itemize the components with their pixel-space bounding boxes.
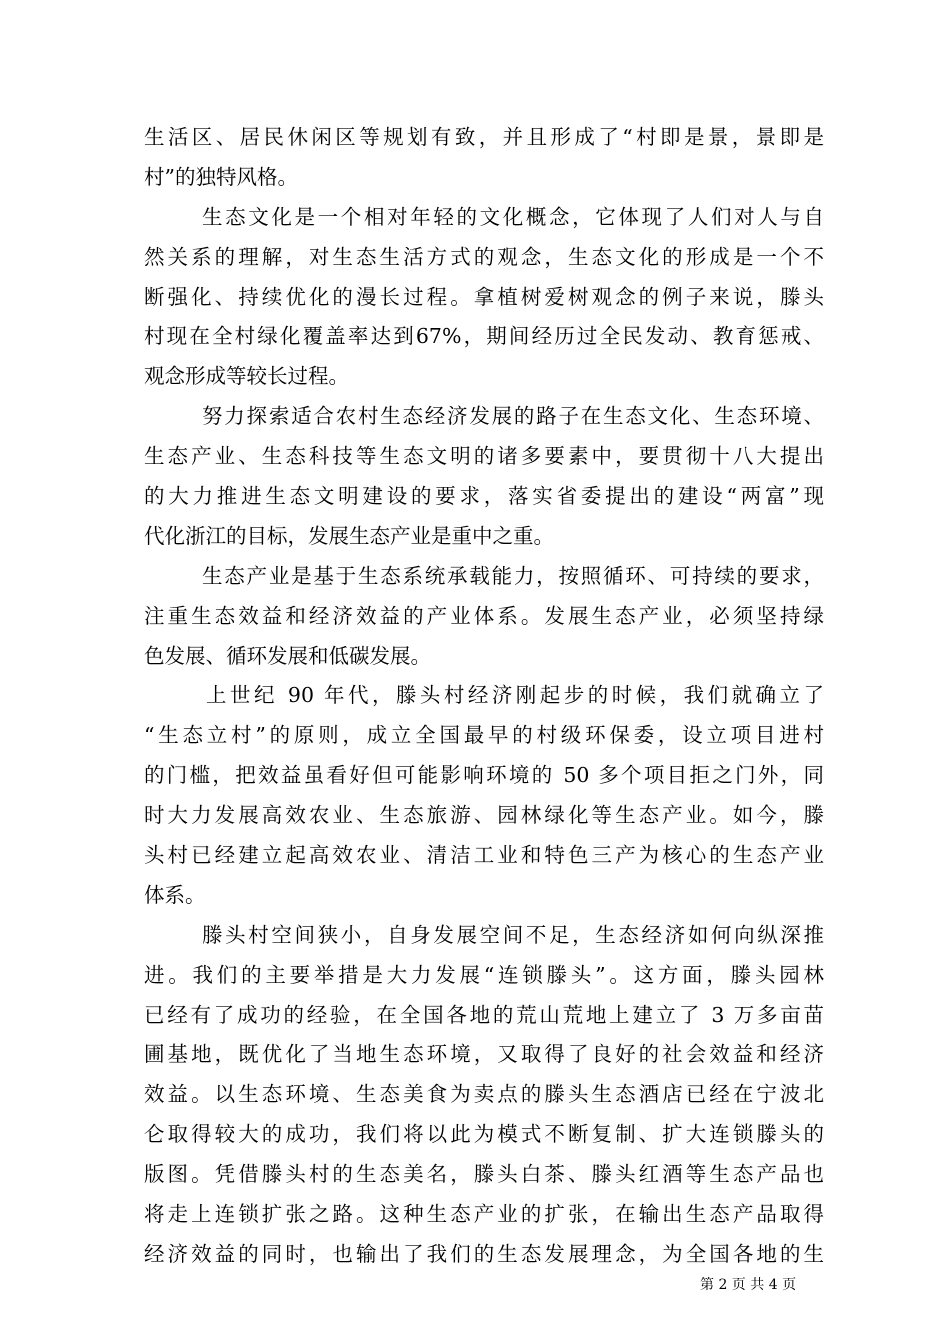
text-line: 生态产业、生态科技等生态文明的诸多要素中，要贯彻十八大提出 [144,444,824,469]
text-line: 的大力推进生态文明建设的要求，落实省委提出的建设“两富”现 [144,484,824,509]
paragraph [144,676,824,915]
text-line: 进。我们的主要举措是大力发展“连锁滕头”。这方面，滕头园林 [144,962,824,987]
document-body [144,118,824,1275]
text-line: 的门槛，把效益虽看好但可能影响环境的 50 多个项目拒之门外，同 [144,763,824,788]
text-line: 断强化、持续优化的漫长过程。拿植树爱树观念的例子来说，滕头 [144,284,824,309]
text-line: 滕头村空间狭小，自身发展空间不足，生态经济如何向纵深推 [202,922,824,947]
text-line: 代化浙江的目标，发展生态产业是重中之重。 [144,523,554,548]
text-line: 生活区、居民休闲区等规划有致，并且形成了“村即是景，景即是 [144,125,824,149]
text-line: 村现在全村绿化覆盖率达到67%，期间经历过全民发动、教育惩戒、 [144,324,824,349]
text-line: 圃基地，既优化了当地生态环境，又取得了良好的社会效益和经济 [144,1042,824,1067]
text-line: 头村已经建立起高效农业、清洁工业和特色三产为核心的生态产业 [144,843,824,868]
text-line: 仑取得较大的成功，我们将以此为模式不断复制、扩大连锁滕头的 [144,1122,824,1147]
paragraph [144,557,824,677]
text-line: 观念形成等较长过程。 [144,364,349,389]
text-line: 体系。 [144,882,206,907]
text-line: 生态产业是基于生态系统承载能力，按照循环、可持续的要求， [202,563,824,588]
text-line: 生态文化是一个相对年轻的文化概念，它体现了人们对人与自 [202,204,824,229]
text-line: 上世纪 90 年代，滕头村经济刚起步的时候，我们就确立了 [206,683,824,708]
paragraph [144,916,824,1275]
text-line: 时大力发展高效农业、生态旅游、园林绿化等生态产业。如今，滕 [144,803,824,828]
page-number-footer: 第 2 页 共 4 页 [700,1277,797,1293]
text-line: 经济效益的同时，也输出了我们的生态发展理念，为全国各地的生 [144,1241,824,1266]
text-line: 将走上连锁扩张之路。这种生态产业的扩张，在输出生态产品取得 [144,1202,824,1227]
text-line: “生态立村”的原则，成立全国最早的村级环保委，设立项目进村 [144,723,824,748]
text-line: 效益。以生态环境、生态美食为卖点的滕头生态酒店已经在宁波北 [144,1082,824,1107]
text-line: 版图。凭借滕头村的生态美名，滕头白茶、滕头红酒等生态产品也 [144,1162,824,1187]
text-line: 色发展、循环发展和低碳发展。 [144,643,431,668]
text-line: 努力探索适合农村生态经济发展的路子在生态文化、生态环境、 [202,404,824,429]
paragraph [144,118,824,198]
text-line: 已经有了成功的经验，在全国各地的荒山荒地上建立了 3 万多亩苗 [144,1002,824,1027]
text-line: 注重生态效益和经济效益的产业体系。发展生态产业，必须坚持绿 [144,603,824,628]
paragraph [144,198,824,397]
text-line: 然关系的理解，对生态生活方式的观念，生态文化的形成是一个不 [144,244,824,269]
paragraph [144,397,824,557]
text-line: 村”的独特风格。 [144,164,298,189]
